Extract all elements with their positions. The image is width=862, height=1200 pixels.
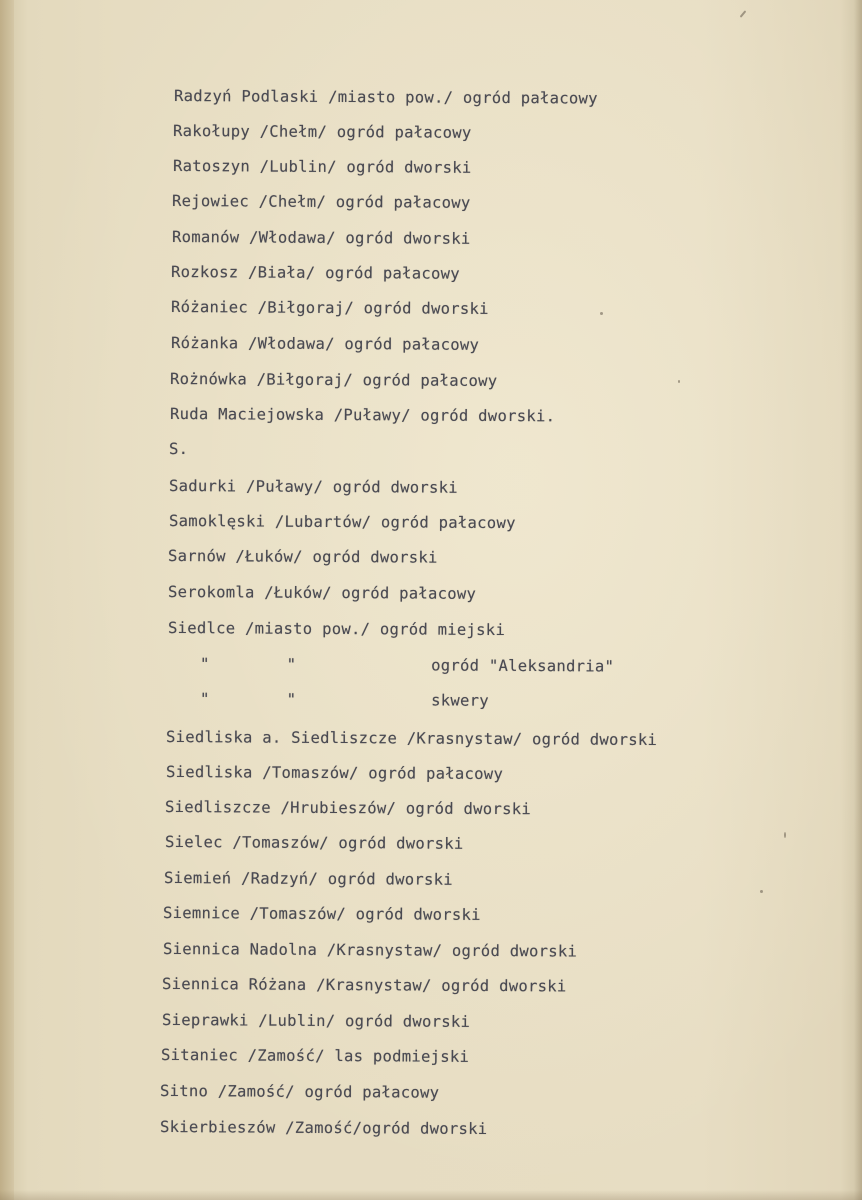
list-item: Sarnów /Łuków/ ogród dworski — [167, 547, 438, 567]
list-item: Sitno /Zamość/ ogród pałacowy — [159, 1082, 440, 1102]
list-item-continuation: " " ogród "Aleksandria" — [199, 655, 615, 676]
list-item: Rozkosz /Biała/ ogród pałacowy — [170, 263, 461, 283]
list-item: Skierbieszów /Zamość/ogród dworski — [159, 1118, 488, 1139]
list-item: Serokomla /Łuków/ ogród pałacowy — [167, 583, 477, 603]
list-item: Różanka /Włodawa/ ogród pałacowy — [170, 334, 480, 354]
list-item: Siedliska a. Siedliszcze /Krasnystaw/ ogród dworski — [165, 728, 658, 750]
list-item: Siedliszcze /Hrubieszów/ ogród dworski — [164, 798, 532, 819]
list-item: Siedlce /miasto pow./ ogród miejski — [167, 619, 506, 640]
list-item: Siedliska /Tomaszów/ ogród pałacowy — [165, 763, 504, 784]
list-item: Radzyń Podlaski /miasto pow./ ogród pałacowy — [173, 87, 598, 108]
section-letter: S. — [168, 440, 189, 459]
list-item: Samoklęski /Lubartów/ ogród pałacowy — [168, 512, 516, 533]
list-item: Rejowiec /Chełm/ ogród pałacowy — [171, 192, 471, 212]
list-item: Sitaniec /Zamość/ las podmiejski — [160, 1046, 470, 1066]
list-item-continuation: " " skwery — [199, 690, 490, 710]
list-item: Siemień /Radzyń/ ogród dworski — [163, 869, 454, 889]
list-item: Siemnice /Tomaszów/ ogród dworski — [162, 904, 481, 924]
list-item: Ruda Maciejowska /Puławy/ ogród dworski. — [169, 405, 556, 426]
list-item: Sielec /Tomaszów/ ogród dworski — [164, 833, 464, 853]
list-item: Rożnówka /Biłgoraj/ ogród pałacowy — [169, 370, 498, 391]
list-item: Siennica Różana /Krasnystaw/ ogród dworski — [161, 975, 567, 996]
list-item: Sadurki /Puławy/ ogród dworski — [168, 477, 459, 497]
list-item: Ratoszyn /Lublin/ ogród dworski — [172, 157, 472, 177]
list-item: Siennica Nadolna /Krasnystaw/ ogród dworski — [162, 940, 578, 961]
list-item: Rakołupy /Chełm/ ogród pałacowy — [172, 122, 472, 142]
list-item: Różaniec /Biłgoraj/ ogród dworski — [170, 298, 489, 318]
list-item: Sieprawki /Lublin/ ogród dworski — [161, 1011, 471, 1031]
list-item: Romanów /Włodawa/ ogród dworski — [171, 228, 471, 248]
